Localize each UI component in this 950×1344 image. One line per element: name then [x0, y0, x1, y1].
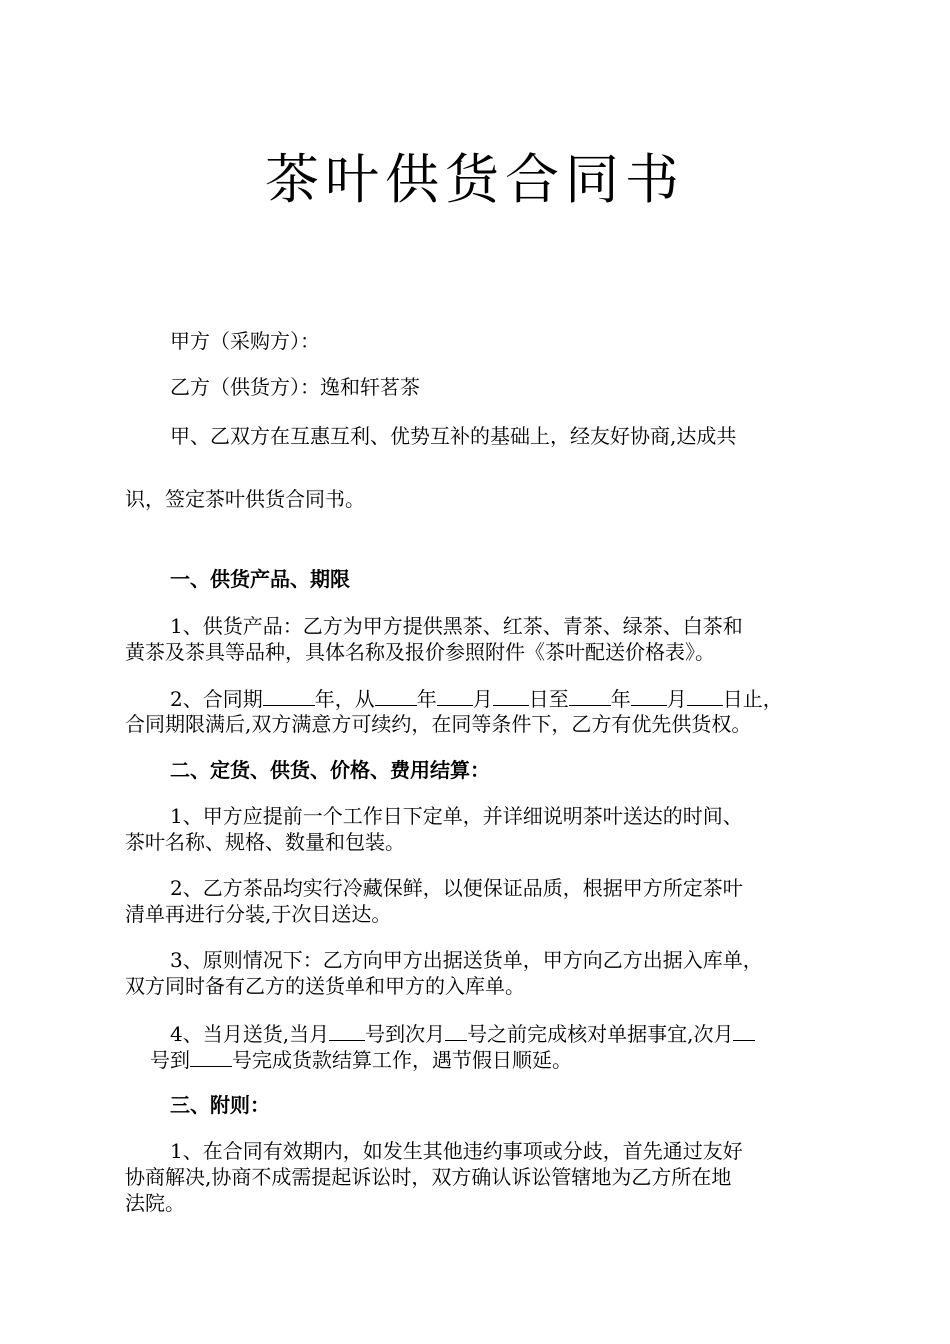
item4-text-b: 号到次月 [365, 1022, 446, 1046]
section-1-item-1-line-2: 黄茶及茶具等品种，具体名称及报价参照附件《茶叶配送价格表》。 [125, 640, 715, 664]
section-2-item-2-line-2: 清单再进行分装,于次日送达。 [125, 902, 392, 926]
section-2-item-2-line-1: 2、乙方茶品均实行冷藏保鲜，以便保证品质，根据甲方所定茶叶 [170, 876, 743, 900]
section-3-item-1-line-2: 协商解决,协商不成需提起诉讼时，双方确认诉讼管辖地为乙方所在地 [125, 1165, 732, 1189]
blank-settle-end-day [190, 1046, 232, 1067]
section-1-item-2-line-2: 合同期限满后,双方满意方可续约，在同等条件下，乙方有优先供货权。 [125, 712, 752, 736]
item4-text-c: 号之前完成核对单据事宜,次月 [467, 1022, 734, 1046]
section-2-item-4-line-2 [150, 1046, 572, 1073]
section-1-item-2-line-1 [170, 685, 783, 712]
intro-line-1: 甲、乙双方在互惠互利、优势互补的基础上，经友好协商,达成共 [170, 424, 737, 448]
blank-current-month-day [329, 1020, 365, 1041]
blank-end-month [631, 685, 667, 706]
section-2-item-4-line-1 [170, 1020, 755, 1047]
party-a-line: 甲方（采购方）： [170, 329, 320, 353]
item2-text-f: 年 [610, 687, 631, 711]
blank-next-month-day [445, 1020, 467, 1041]
item2-text-d: 月 [472, 687, 493, 711]
section-2-heading: 二、定货、供货、价格、费用结算： [170, 758, 490, 782]
blank-start-day [493, 685, 529, 706]
item2-text-h: 日止， [722, 687, 783, 711]
party-b-line: 乙方（供货方）：逸和轩茗茶 [170, 375, 420, 399]
blank-end-day [687, 685, 723, 706]
page-title: 茶叶供货合同书 [265, 148, 685, 211]
item4-text-e: 号完成货款结算工作，遇节假日顺延。 [232, 1048, 572, 1072]
section-2-item-1-line-1: 1、甲方应提前一个工作日下定单，并详细说明茶叶送达的时间、 [170, 804, 743, 828]
section-2-item-3-line-1: 3、原则情况下：乙方向甲方出据送货单，甲方向乙方出据入库单， [170, 948, 763, 972]
blank-years [263, 685, 315, 706]
section-2-item-1-line-2: 茶叶名称、规格、数量和包装。 [125, 830, 405, 854]
section-1-heading: 一、供货产品、期限 [170, 567, 350, 591]
blank-start-year [375, 685, 417, 706]
blank-settle-start-day [733, 1020, 755, 1041]
section-3-heading: 三、附则： [170, 1093, 270, 1117]
section-1-item-1-line-1: 1、供货产品：乙方为甲方提供黑茶、红茶、青茶、绿茶、白茶和 [170, 614, 743, 638]
blank-end-year [569, 685, 611, 706]
section-3-item-1-line-1: 1、在合同有效期内，如发生其他违约事项或分歧，首先通过友好 [170, 1139, 743, 1163]
section-3-item-1-line-3: 法院。 [125, 1191, 185, 1215]
item2-text-g: 月 [666, 687, 687, 711]
intro-line-2: 识，签定茶叶供货合同书。 [125, 487, 365, 511]
blank-start-month [437, 685, 473, 706]
item4-text-d: 号到 [150, 1048, 190, 1072]
section-2-item-3-line-2: 双方同时备有乙方的送货单和甲方的入库单。 [125, 974, 525, 998]
item2-text-b: 年，从 [314, 687, 375, 711]
item2-text-c: 年 [416, 687, 437, 711]
item4-text-a: 4、当月送货,当月 [170, 1022, 330, 1046]
item2-text-e: 日至 [528, 687, 569, 711]
item2-text-a: 2、合同期 [170, 687, 263, 711]
